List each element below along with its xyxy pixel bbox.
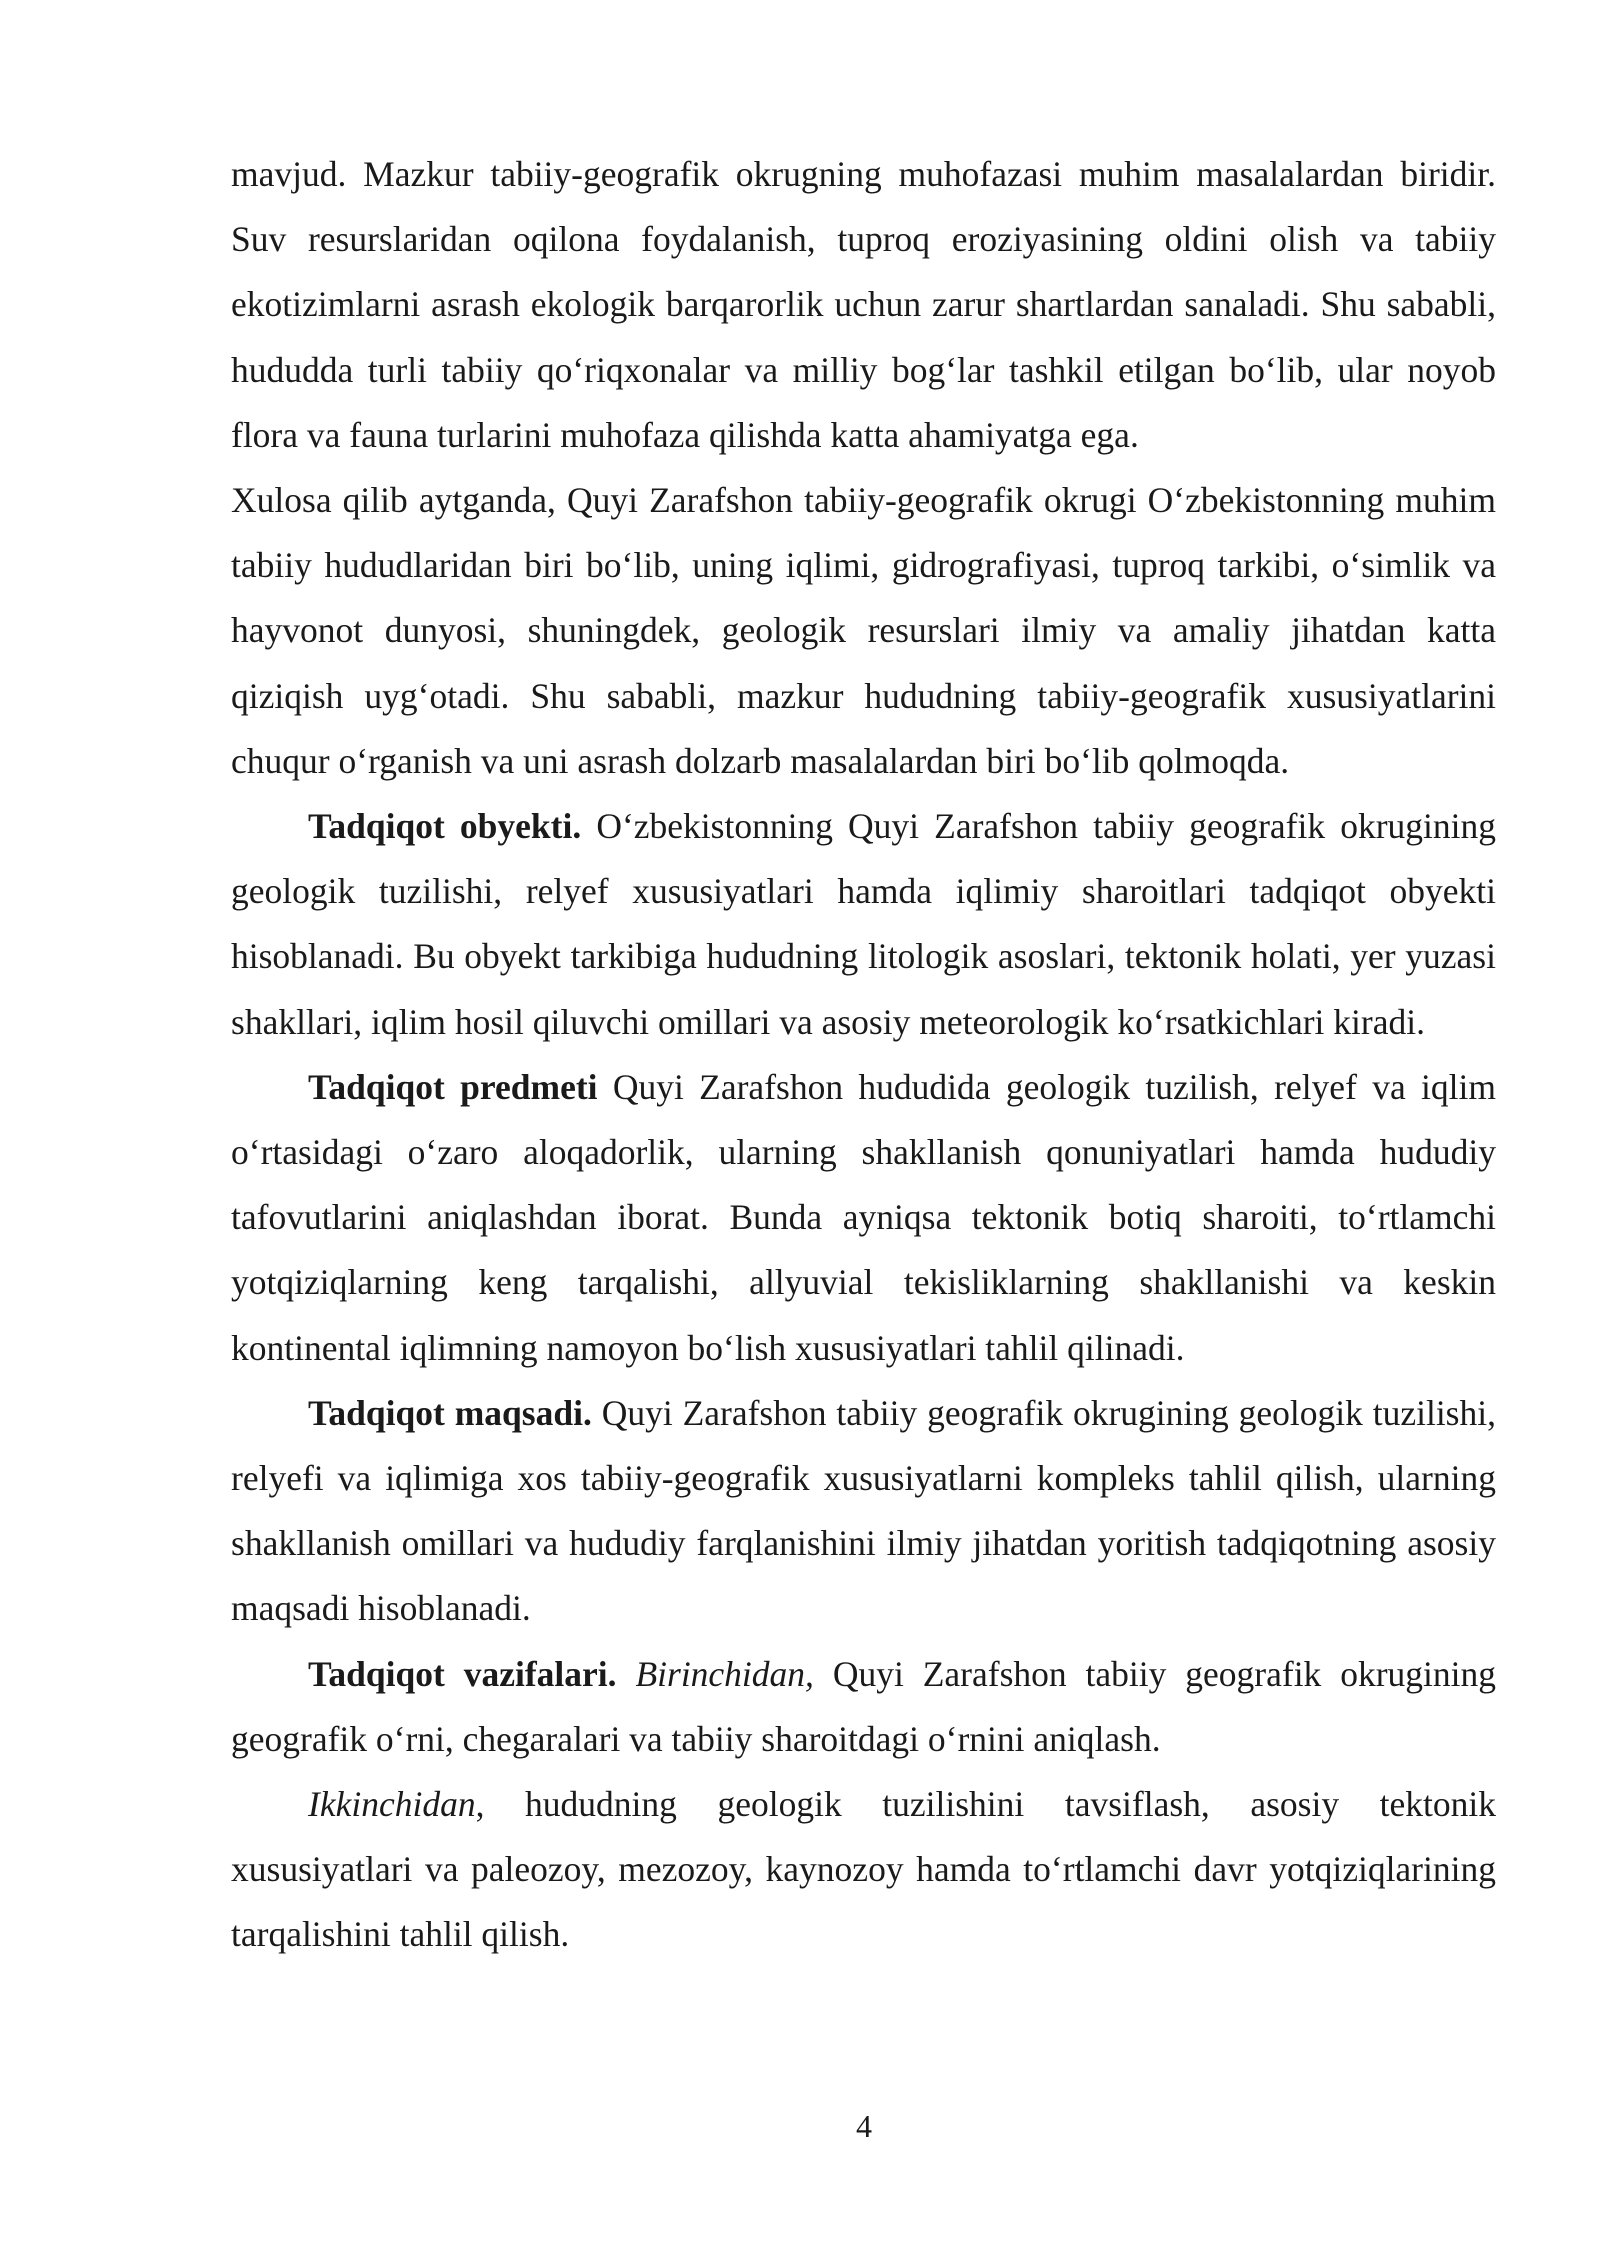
paragraph-text: Quyi Zarafshon hududida geologik tuzilish, relyef va iqlim o‘rtasidagi o‘zaro aloqadorlik, ularning shakllanish qonuniyatlari hamda hududiy tafovutlarini aniqlashdan iborat. Bunda ayniqsa tektonik botiq sharoiti, to‘rtlamchi yotqiziqlarning keng tarqalishi, allyuvial tekisliklarning shakllanishi va keskin kontinental iqlimning namoyon bo‘lish xususiyatlari tahlil qilinadi. (231, 1066, 1496, 1368)
paragraph-research-aim (231, 1381, 1496, 1642)
paragraph-ecology-protection (231, 142, 1496, 468)
document-body (231, 142, 1496, 1968)
section-label-research-subject: Tadqiqot predmeti (308, 1066, 598, 1107)
emphasis-first: Birinchidan, (635, 1653, 814, 1694)
paragraph-research-subject (231, 1055, 1496, 1381)
paragraph-text: Quyi Zarafshon tabiiy geografik okrugining geologik tuzilishi, relyefi va iqlimiga xos tabiiy-geografik xususiyatlarni kompleks tahlil qilish, ularning shakllanish omillari va hududiy farqlanishini ilmiy jihatdan yoritish tadqiqotning asosiy maqsadi hisoblanadi. (231, 1392, 1496, 1629)
paragraph-research-tasks (231, 1642, 1496, 1772)
paragraph-text: Xulosa qilib aytganda, Quyi Zarafshon tabiiy-geografik okrugi O‘zbekistonning muhim tabiiy hududlaridan biri bo‘lib, uning iqlimi, gidrografiyasi, tuproq tarkibi, o‘simlik va hayvonot dunyosi, shuningdek, geologik resurslari ilmiy va amaliy jihatdan katta qiziqish uyg‘otadi. Shu sababli, mazkur hududning tabiiy-geografik xususiyatlarini chuqur o‘rganish va uni asrash dolzarb masalalardan biri bo‘lib qolmoqda. (231, 480, 1496, 781)
paragraph-research-object (231, 794, 1496, 1055)
paragraph-text: , hududning geologik tuzilishini tavsiflash, asosiy tektonik xususiyatlari va paleozoy, mezozoy, kaynozoy hamda to‘rtlamchi davr yotqiziqlarining tarqalishini tahlil qilish. (231, 1784, 1496, 1955)
paragraph-text: mavjud. Mazkur tabiiy-geografik okrugning muhofazasi muhim masalalardan biridir. Suv resurslaridan oqilona foydalanish, tuproq eroziyasining oldini olish va tabiiy ekotizimlarni asrash ekologik barqarorlik uchun zarur shartlardan sanaladi. Shu sababli, hududda turli tabiiy qo‘riqxonalar va milliy bog‘lar tashkil etilgan bo‘lib, ular noyob flora va fauna turlarini muhofaza qilishda katta ahamiyatga ega. (231, 154, 1496, 455)
page-number: 4 (856, 2108, 872, 2144)
paragraph-text: Quyi Zarafshon tabiiy geografik okrugining geografik o‘rni, chegaralari va tabiiy sharoitdagi o‘rnini aniqlash. (231, 1653, 1497, 1759)
paragraph-text: O‘zbekistonning Quyi Zarafshon tabiiy geografik okrugining geologik tuzilishi, relyef xususiyatlari hamda iqlimiy sharoitlari tadqiqot obyekti hisoblanadi. Bu obyekt tarkibiga hududning litologik asoslari, tektonik holati, yer yuzasi shakllari, iqlim hosil qiluvchi omillari va asosiy meteorologik ko‘rsatkichlari kiradi. (231, 806, 1496, 1042)
section-label-research-aim: Tadqiqot maqsadi. (308, 1392, 592, 1433)
paragraph-second-task (231, 1772, 1496, 1968)
emphasis-second: Ikkinchidan (308, 1784, 476, 1825)
section-label-research-tasks: Tadqiqot vazifalari. (308, 1653, 617, 1694)
section-label-research-object: Tadqiqot obyekti. (308, 806, 582, 847)
paragraph-conclusion (231, 468, 1496, 794)
